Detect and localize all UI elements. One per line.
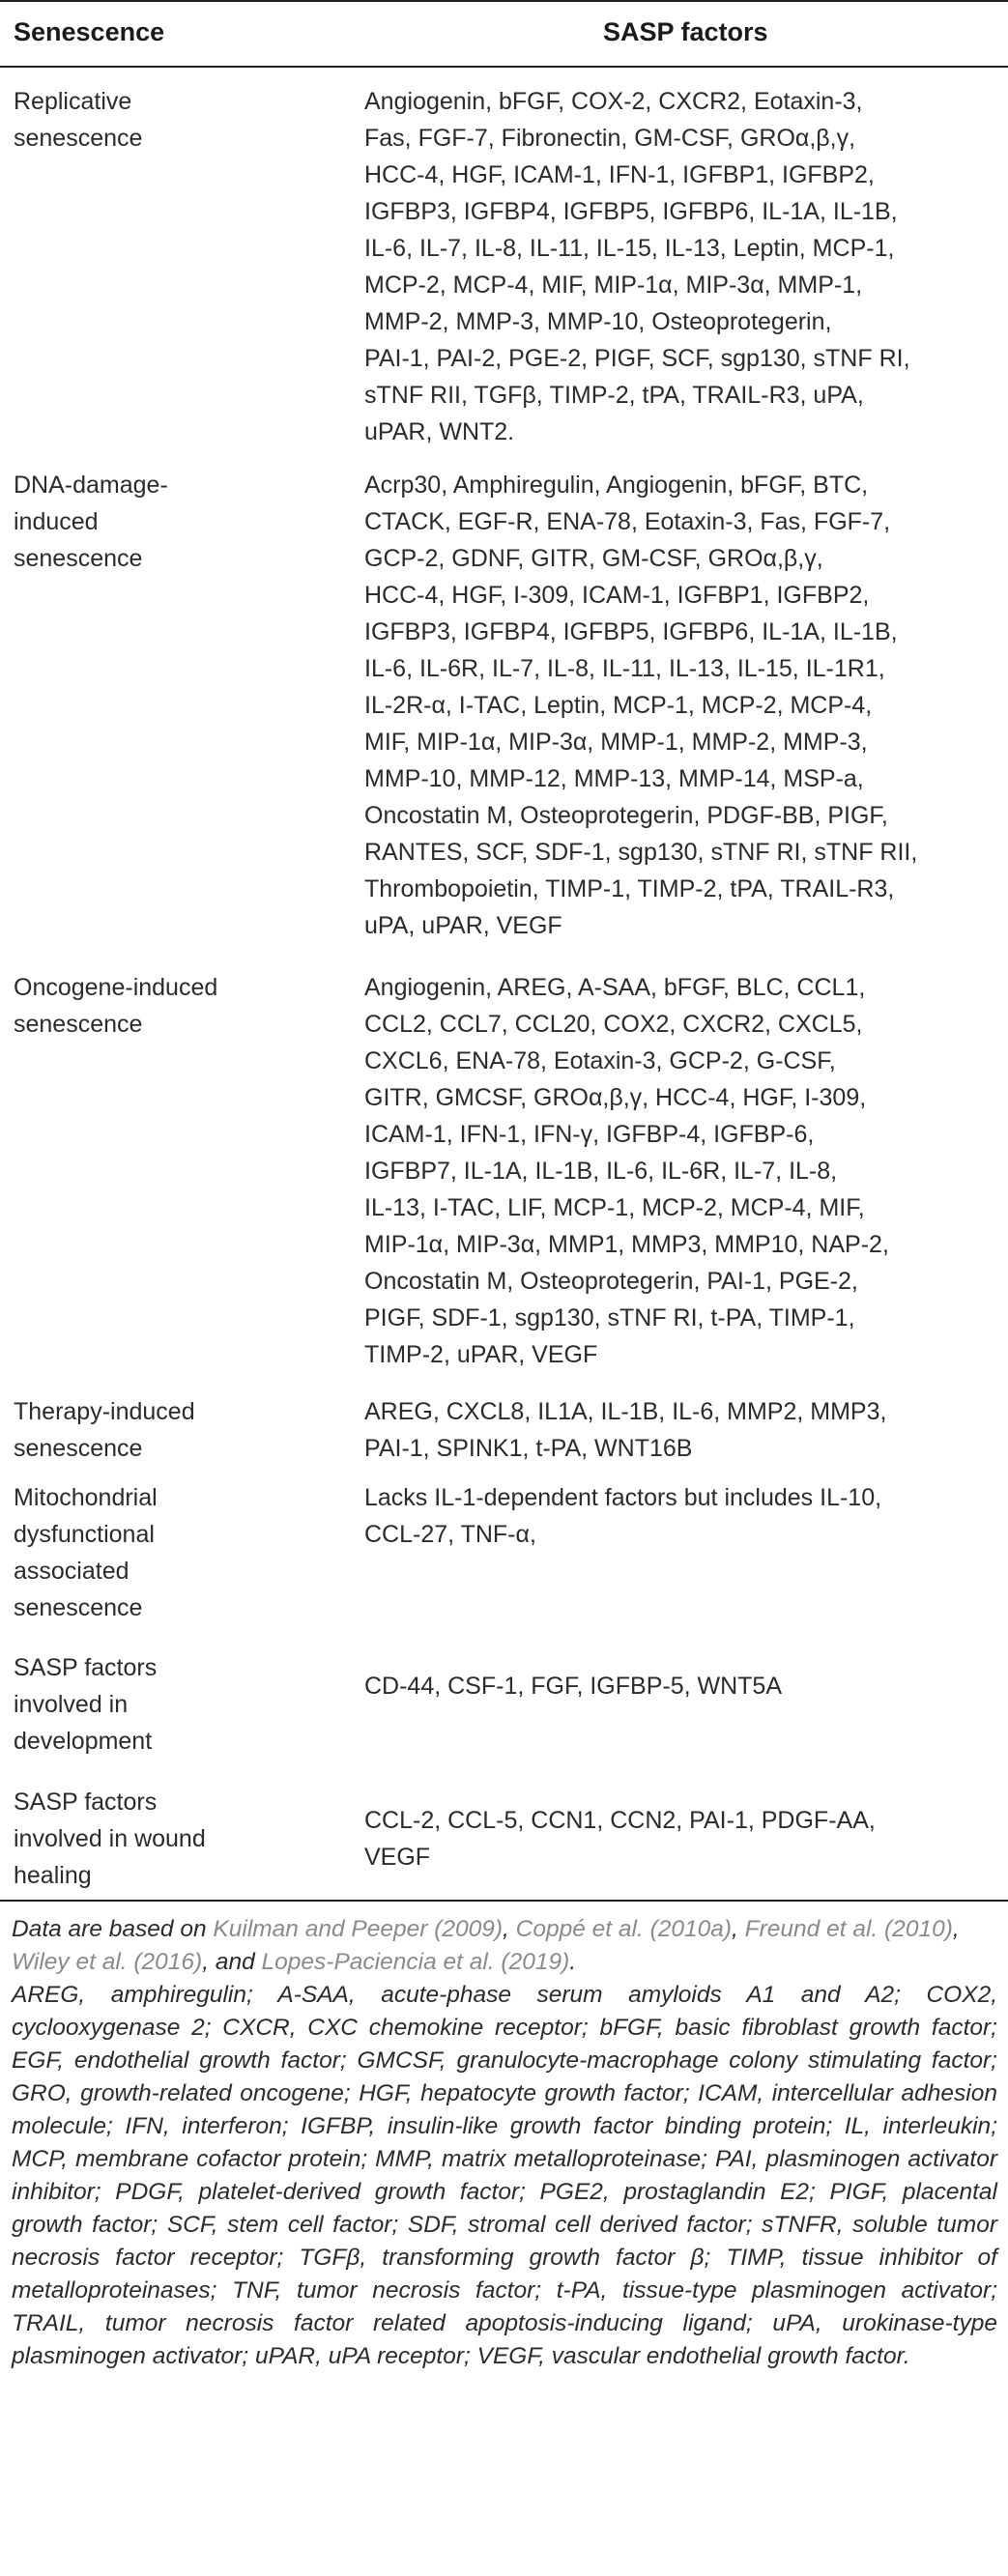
abbreviations-note: AREG, amphiregulin; A-SAA, acute-phase serum amyloids A1 and A2; COX2, cyclooxygenase 2; CXCR, CXC chemokine receptor; bFGF, basic fibroblast growth factor; EGF, endothelial growth factor; GMCSF, granulocyte-macrophage colony stimulating factor; GRO, growth-related oncogene; HGF, hepatocyte growth factor; ICAM, intercellular adhesion molecule; IFN, interferon; IGFBP, insulin-like growth factor binding protein; IL, interleukin; MCP, membrane cofactor protein; MMP, matrix metalloproteinase; PAI, plasminogen activator inhibitor; PDGF, platelet-derived growth factor; PGE2, prostaglandin E2; PIGF, placental growth factor; SCF, stem cell factor; SDF, stromal cell derived factor; sTNFR, soluble tumor necrosis factor receptor; TGFβ, transforming growth factor β; TIMP, tissue inhibitor of metalloproteinases; TNF, tumor necrosis factor; t-PA, tissue-type plasminogen activator; TRAIL, tumor necrosis factor related apoptosis-inducing ligand; uPA, urokinase-type plasminogen activator; uPAR, uPA receptor; VEGF, vascular endothelial growth factor.	[12, 1982, 997, 2369]
data-sources-note	[12, 1913, 997, 1979]
ref-freund[interactable]: Freund et al. (2010)	[744, 1916, 953, 1942]
footnote-suffix: .	[569, 1949, 577, 1975]
ref-kuilman-peeper[interactable]: Kuilman and Peeper (2009)	[213, 1916, 504, 1942]
row-senescence-development: SASP factors involved in development	[14, 1654, 158, 1755]
row-senescence-mitochondrial: Mitochondrial dysfunctional associated senescence	[14, 1484, 158, 1621]
row-factors-therapy: AREG, CXCL8, IL1A, IL-1B, IL-6, MMP2, MMP3, PAI-1, SPINK1, t-PA, WNT16B	[364, 1398, 887, 1462]
footnote-sep: ,	[952, 1916, 960, 1942]
top-rule	[0, 0, 1008, 2]
ref-coppe[interactable]: Coppé et al. (2010a)	[515, 1916, 733, 1942]
footnote-sep: ,	[503, 1916, 516, 1942]
row-factors-mitochondrial: Lacks IL-1-dependent factors but includes IL-10, CCL-27, TNF-α,	[364, 1484, 882, 1548]
row-factors-development: CD-44, CSF-1, FGF, IGFBP-5, WNT5A	[364, 1673, 782, 1700]
row-factors-oncogene: Angiogenin, AREG, A-SAA, bFGF, BLC, CCL1, CCL2, CCL7, CCL20, COX2, CXCR2, CXCL5, CXCL6, ENA-78, Eotaxin-3, GCP-2, G-CSF, GITR, GMCSF, GROα,β,γ, HCC-4, HGF, I-309, ICAM-1, IFN-1, IFN-γ, IGFBP-4, IGFBP-6, IGFBP7, IL-1A, IL-1B, IL-6, IL-6R, IL-7, IL-8, IL-13, I-TAC, LIF, MCP-1, MCP-2, MCP-4, MIF, MIP-1α, MIP-3α, MMP1, MMP3, MMP10, NAP-2, Oncostatin M, Osteoprotegerin, PAI-1, PGE-2, PIGF, SDF-1, sgp130, sTNF RI, t-PA, TIMP-1, TIMP-2, uPAR, VEGF	[364, 974, 889, 1368]
header-senescence: Senescence	[14, 17, 165, 46]
footnote-sep: , and	[202, 1949, 262, 1975]
row-factors-dna-damage: Acrp30, Amphiregulin, Angiogenin, bFGF, BTC, CTACK, EGF-R, ENA-78, Eotaxin-3, Fas, FGF-7, GCP-2, GDNF, GITR, GM-CSF, GROα,β,γ, HCC-4, HGF, I-309, ICAM-1, IGFBP1, IGFBP2, IGFBP3, IGFBP4, IGFBP5, IGFBP6, IL-1A, IL-1B, IL-6, IL-6R, IL-7, IL-8, IL-11, IL-13, IL-15, IL-1R1, IL-2R-α, I-TAC, Leptin, MCP-1, MCP-2, MCP-4, MIF, MIP-1α, MIP-3α, MMP-1, MMP-2, MMP-3, MMP-10, MMP-12, MMP-13, MMP-14, MSP-a, Oncostatin M, Osteoprotegerin, PDGF-BB, PIGF, RANTES, SCF, SDF-1, sgp130, sTNF RI, sTNF RII, Thrombopoietin, TIMP-1, TIMP-2, tPA, TRAIL-R3, uPA, uPAR, VEGF	[364, 472, 918, 939]
ref-lopes-paciencia[interactable]: Lopes-Paciencia et al. (2019)	[261, 1949, 570, 1975]
row-senescence-oncogene: Oncogene-induced senescence	[14, 974, 218, 1038]
row-factors-replicative: Angiogenin, bFGF, COX-2, CXCR2, Eotaxin-3, Fas, FGF-7, Fibronectin, GM-CSF, GROα,β,γ, HCC-4, HGF, ICAM-1, IFN-1, IGFBP1, IGFBP2, IGFBP3, IGFBP4, IGFBP5, IGFBP6, IL-1A, IL-1B, IL-6, IL-7, IL-8, IL-11, IL-15, IL-13, Leptin, MCP-1, MCP-2, MCP-4, MIF, MIP-1α, MIP-3α, MMP-1, MMP-2, MMP-3, MMP-10, Osteoprotegerin, PAI-1, PAI-2, PGE-2, PIGF, SCF, sgp130, sTNF RI, sTNF RII, TGFβ, TIMP-2, tPA, TRAIL-R3, uPA, uPAR, WNT2.	[364, 88, 910, 445]
table-footnote	[12, 1913, 997, 2373]
row-senescence-wound-healing: SASP factors involved in wound healing	[14, 1789, 206, 1889]
row-factors-wound-healing: CCL-2, CCL-5, CCN1, CCN2, PAI-1, PDGF-AA, VEGF	[364, 1807, 876, 1871]
header-rule	[0, 66, 1008, 68]
bottom-rule	[0, 1900, 1008, 1902]
row-senescence-dna-damage: DNA-damage- induced senescence	[14, 472, 168, 572]
row-senescence-replicative: Replicative senescence	[14, 88, 143, 152]
ref-wiley[interactable]: Wiley et al. (2016)	[12, 1949, 203, 1975]
footnote-prefix: Data are based on	[12, 1916, 214, 1942]
footnote-sep: ,	[732, 1916, 745, 1942]
row-senescence-therapy: Therapy-induced senescence	[14, 1398, 195, 1462]
header-sasp-factors: SASP factors	[603, 17, 768, 46]
